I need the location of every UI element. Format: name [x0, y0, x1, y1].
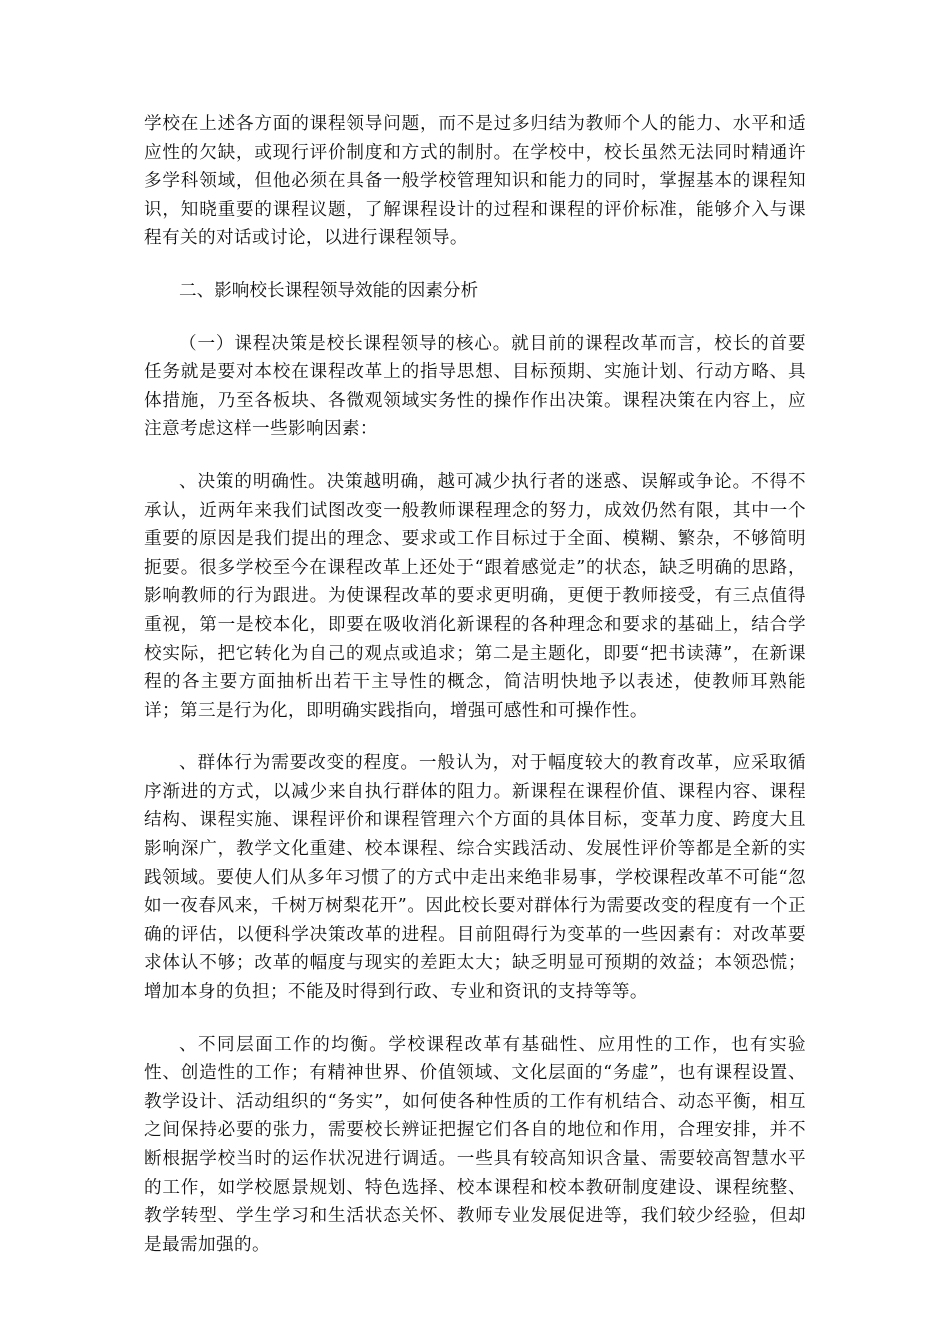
paragraph-work-balance: 、不同层面工作的均衡。学校课程改革有基础性、应用性的工作，也有实验性、创造性的工作；有精神世界、价值领域、文化层面的“务虚”，也有课程设置、教学设计、活动组织的“务实”，如何使各种性质的工作有机结合、动态平衡，相互之间保持必要的张力，需要校长辨证把握它们各自的地位和作用，合理安排，并不断根据学校当时的运作状况进行调适。一些具有较高知识含量、需要较高智慧水平的工作，如学校愿景规划、特色选择、校本课程和校本教研制度建设、课程统整、教学转型、学生学习和生活状态关怀、教师专业发展促进等，我们较少经验，但却是最需加强的。: [144, 1034, 806, 1255]
paragraph-intro: 学校在上述各方面的课程领导问题，而不是过多归结为教师个人的能力、水平和适应性的欠缺，或现行评价制度和方式的制肘。在学校中，校长虽然无法同时精通许多学科领域，但他必须在具备一般学校管理知识和能力的同时，掌握基本的课程知识，知晓重要的课程议题，了解课程设计的过程和课程的评价标准，能够介入与课程有关的对话或讨论，以进行课程领导。: [144, 114, 806, 249]
paragraph-group-behavior: 、群体行为需要改变的程度。一般认为，对于幅度较大的教育改革，应采取循序渐进的方式，以减少来自执行群体的阻力。新课程在课程价值、课程内容、课程结构、课程实施、课程评价和课程管理六个方面的具体目标，变革力度、跨度大且影响深广，教学文化重建、校本课程、综合实践活动、发展性评价等都是全新的实践领域。要使人们从多年习惯了的方式中走出来绝非易事，学校课程改革不可能“忽如一夜春风来，千树万树梨花开”。因此校长要对群体行为需要改变的程度有一个正确的评估，以便科学决策改革的进程。目前阻碍行为变革的一些因素有：对改革要求体认不够；改革的幅度与现实的差距太大；缺乏明显可预期的效益；本领恐慌；增加本身的负担；不能及时得到行政、专业和资讯的支持等等。: [144, 753, 806, 1003]
section-heading: 二、影响校长课程领导效能的因素分析: [179, 280, 479, 301]
paragraph-curriculum-decision: （一）课程决策是校长课程领导的核心。就目前的课程改革而言，校长的首要任务就是要对本校在课程改革上的指导思想、目标预期、实施计划、行动方略、具体措施，乃至各板块、各微观领域实务性的操作作出决策。课程决策在内容上，应注意考虑这样一些影响因素：: [144, 333, 806, 440]
paragraph-decision-clarity: 、决策的明确性。决策越明确，越可减少执行者的迷惑、误解或争论。不得不承认，近两年来我们试图改变一般教师课程理念的努力，成效仍然有限，其中一个重要的原因是我们提出的理念、要求或工作目标过于全面、模糊、繁杂，不够简明扼要。很多学校至今在课程改革上还处于“跟着感觉走”的状态，缺乏明确的思路，影响教师的行为跟进。为使课程改革的要求更明确，更便于教师接受，有三点值得重视，第一是校本化，即要在吸收消化新课程的各种理念和要求的基础上，结合学校实际，把它转化为自己的观点或追求；第二是主题化，即要“把书读薄”，在新课程的各主要方面抽析出若干主导性的概念，简洁明快地予以表述，使教师耳熟能详；第三是行为化，即明确实践指向，增强可感性和可操作性。: [144, 471, 806, 721]
document-page: [144, 110, 806, 1259]
